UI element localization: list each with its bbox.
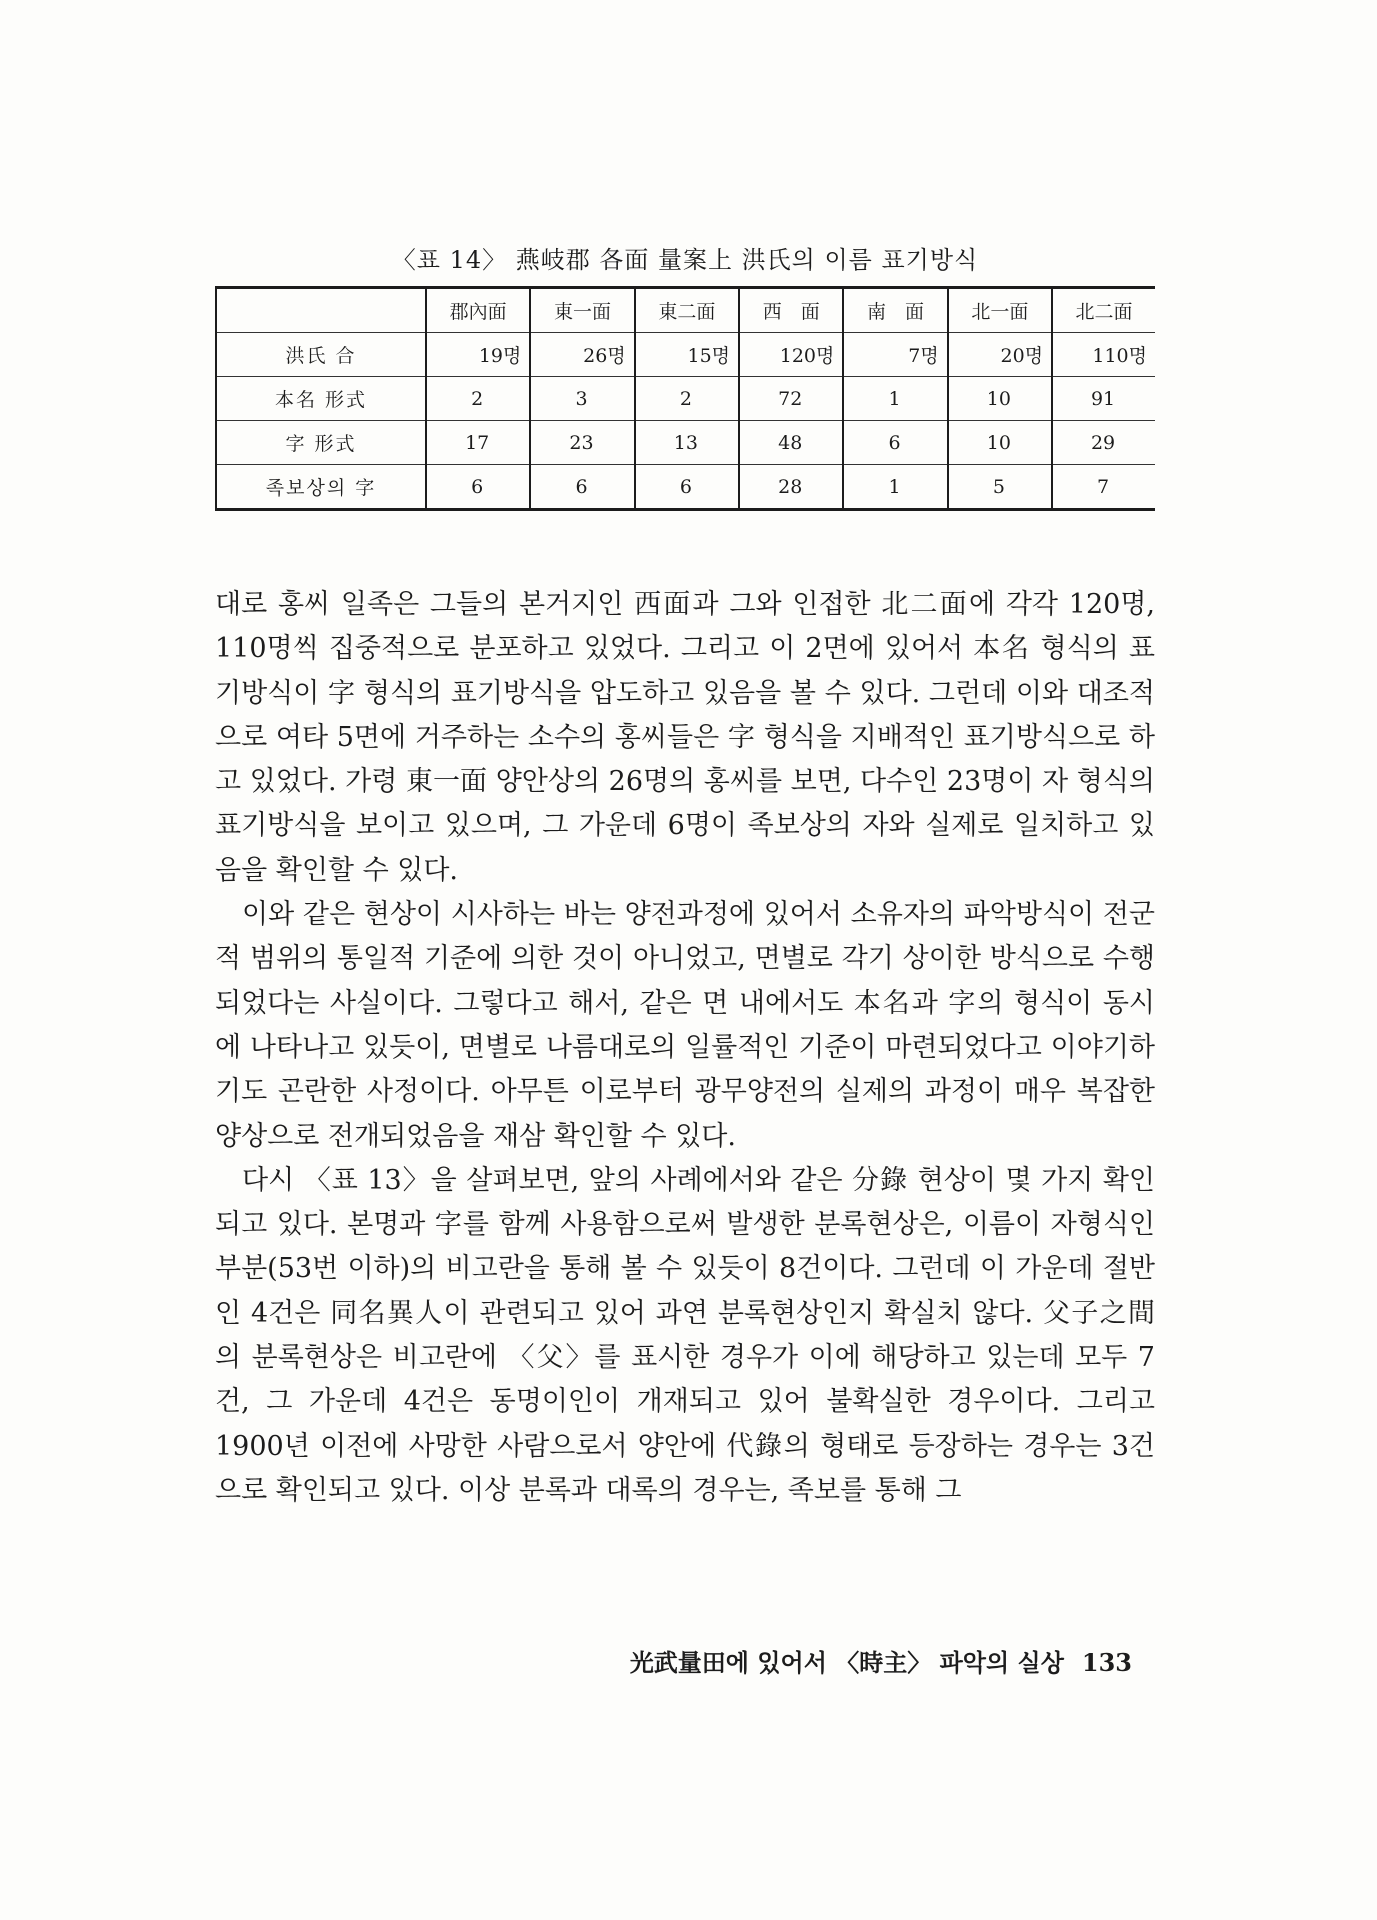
column-header: 北一面: [948, 288, 1052, 333]
table-caption: 〈표 14〉 燕岐郡 各面 量案上 洪氏의 이름 표기방식: [391, 246, 979, 274]
table-cell: 26명: [530, 333, 634, 377]
table-cell: 15명: [635, 333, 739, 377]
column-header: 東二面: [635, 288, 739, 333]
table-cell: 48: [739, 421, 843, 465]
table-cell: 5: [948, 465, 1052, 510]
table-cell: 29: [1052, 421, 1155, 465]
table-cell: 6: [426, 465, 530, 510]
table-cell: 7: [1052, 465, 1155, 510]
paragraph: 대로 홍씨 일족은 그들의 본거지인 西面과 그와 인접한 北二面에 각각 120명, 110명씩 집중적으로 분포하고 있었다. 그리고 이 2면에 있어서 本名 형식의 표기방식이 字 형식의 표기방식을 압도하고 있음을 볼 수 있다. 그런데 이와 대조적으로 여타 5면에 거주하는 소수의 홍씨들은 字 형식을 지배적인 표기방식으로 하고 있었다. 가령 東一面 양안상의 26명의 홍씨를 보면, 다수인 23명이 자 형식의 표기방식을 보이고 있으며, 그 가운데 6명이 족보상의 자와 실제로 일치하고 있음을 확인할 수 있다.: [215, 589, 1155, 886]
table-cell: 10: [948, 421, 1052, 465]
paragraph: 다시 〈표 13〉을 살펴보면, 앞의 사례에서와 같은 分錄 현상이 몇 가지 확인되고 있다. 본명과 字를 함께 사용함으로써 발생한 분록현상은, 이름이 자형식인 부분(53번 이하)의 비고란을 통해 볼 수 있듯이 8건이다. 그런데 이 가운데 절반인 4건은 同名異人이 관련되고 있어 과연 분록현상인지 확실치 않다. 父子之間의 분록현상은 비고란에 〈父〉를 표시한 경우가 이에 해당하고 있는데 모두 7건, 그 가운데 4건은 동명이인이 개재되고 있어 불확실한 경우이다. 그리고 1900년 이전에 사망한 사람으로서 양안에 代錄의 형태로 등장하는 경우는 3건으로 확인되고 있다. 이상 분록과 대록의 경우는, 족보를 통해 그: [215, 1164, 1155, 1506]
column-header: 西 面: [739, 288, 843, 333]
table-cell: 10: [948, 377, 1052, 421]
data-table: [215, 286, 1155, 511]
table-corner-cell: [216, 288, 426, 333]
table-cell: 120명: [739, 333, 843, 377]
table-cell: 17: [426, 421, 530, 465]
table-cell: 6: [530, 465, 634, 510]
row-label: 字 形式: [216, 421, 426, 465]
column-header: 北二面: [1052, 288, 1155, 333]
table-row: [216, 377, 1155, 421]
table-cell: 20명: [948, 333, 1052, 377]
page-number: 133: [1081, 1648, 1132, 1677]
row-label: 洪氏 合: [216, 333, 426, 377]
table-cell: 2: [635, 377, 739, 421]
table-cell: 2: [426, 377, 530, 421]
table-cell: 7명: [843, 333, 947, 377]
table-cell: 19명: [426, 333, 530, 377]
column-header: 東一面: [530, 288, 634, 333]
running-title: 光武量田에 있어서 〈時主〉 파악의 실상: [629, 1648, 1064, 1677]
table-cell: 1: [843, 377, 947, 421]
table-cell: 3: [530, 377, 634, 421]
column-header: 郡內面: [426, 288, 530, 333]
table-cell: 91: [1052, 377, 1155, 421]
table-row: [216, 333, 1155, 377]
table-cell: 6: [843, 421, 947, 465]
table-row: [216, 421, 1155, 465]
table-cell: 13: [635, 421, 739, 465]
running-footer: [630, 1643, 1132, 1678]
body-text: [215, 583, 1155, 1513]
table-cell: 1: [843, 465, 947, 510]
table-header-row: [216, 288, 1155, 333]
row-label: 本名 形式: [216, 377, 426, 421]
paragraph: 이와 같은 현상이 시사하는 바는 양전과정에 있어서 소유자의 파악방식이 전군적 범위의 통일적 기준에 의한 것이 아니었고, 면별로 각기 상이한 방식으로 수행되었다는 사실이다. 그렇다고 해서, 같은 면 내에서도 本名과 字의 형식이 동시에 나타나고 있듯이, 면별로 나름대로의 일률적인 기준이 마련되었다고 이야기하기도 곤란한 사정이다. 아무튼 이로부터 광무양전의 실제의 과정이 매우 복잡한 양상으로 전개되었음을 재삼 확인할 수 있다.: [215, 899, 1155, 1152]
table-cell: 110명: [1052, 333, 1155, 377]
table-cell: 23: [530, 421, 634, 465]
table-cell: 72: [739, 377, 843, 421]
table-row: [216, 465, 1155, 510]
column-header: 南 面: [843, 288, 947, 333]
row-label: 족보상의 字: [216, 465, 426, 510]
table-cell: 6: [635, 465, 739, 510]
table-cell: 28: [739, 465, 843, 510]
